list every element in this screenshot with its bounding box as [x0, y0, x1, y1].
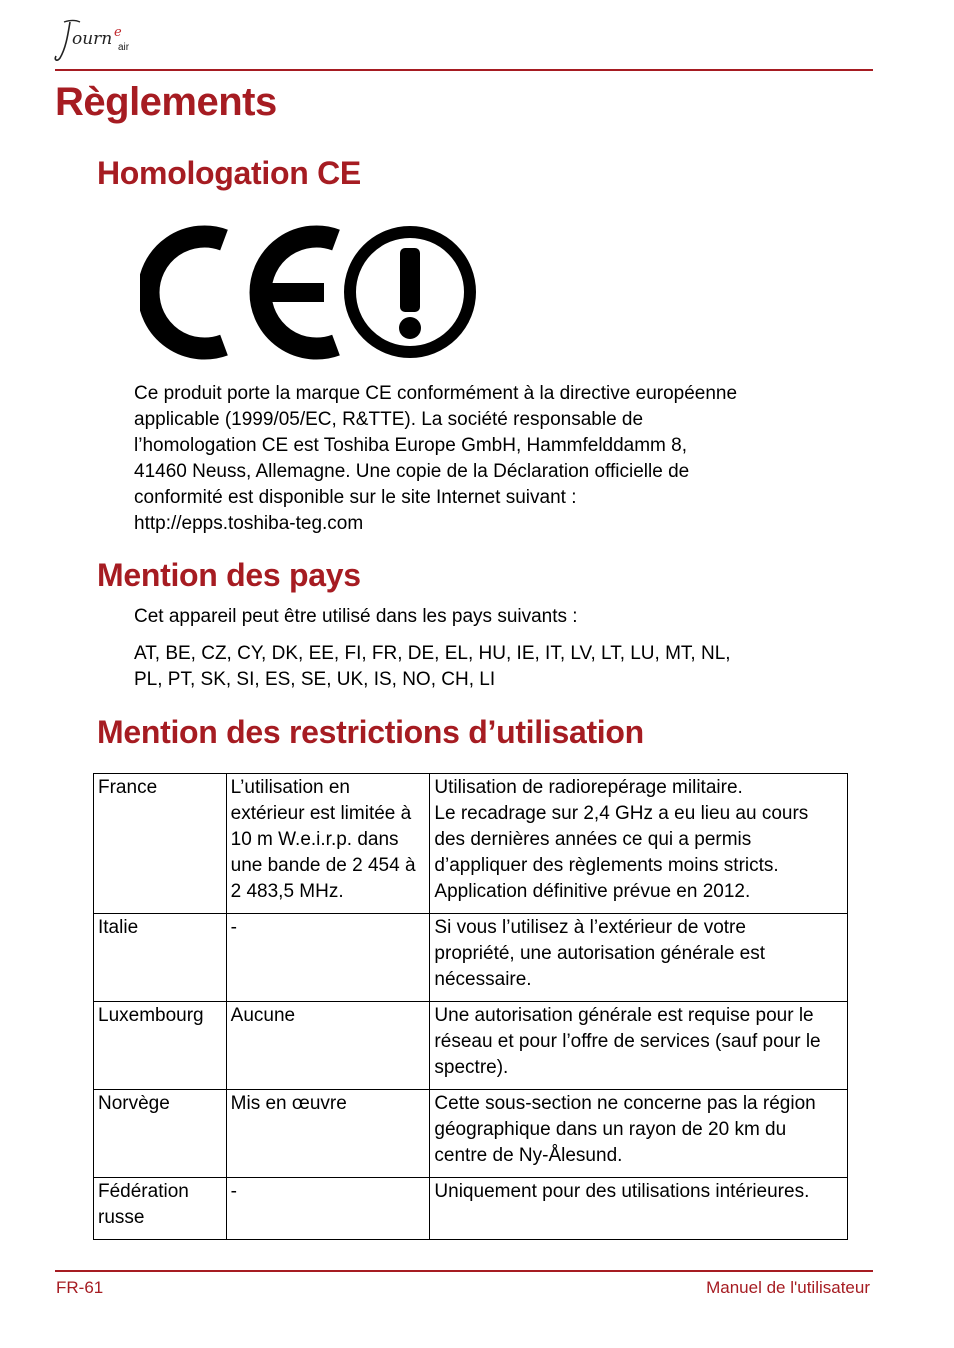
reason-cell — [430, 914, 848, 1002]
cell-line: - — [230, 1181, 237, 1202]
cell-line: Aucune — [230, 1005, 296, 1026]
country-cell — [94, 1090, 227, 1178]
country-cell — [94, 1002, 227, 1090]
restriction-cell — [226, 774, 430, 914]
svg-text:air: air — [118, 42, 130, 53]
cell-line: géographique dans un rayon de 20 km du — [434, 1119, 787, 1140]
reason-cell — [430, 1178, 848, 1240]
cell-line: Luxembourg — [98, 1005, 204, 1026]
footer-rule — [55, 1270, 873, 1272]
cell-line: Si vous l’utilisez à l’extérieur de votre — [434, 917, 746, 938]
ce-text-line: conformité est disponible sur le site Internet suivant : — [134, 487, 577, 508]
cell-line: d’appliquer des règlements moins stricts. — [434, 855, 779, 876]
cell-line: russe — [98, 1207, 145, 1228]
svg-text:ourn: ourn — [72, 29, 113, 49]
countries-list-line: AT, BE, CZ, CY, DK, EE, FI, FR, DE, EL, HU, IE, IT, LV, LT, LU, MT, NL, — [134, 643, 731, 664]
cell-line: centre de Ny-Ålesund. — [434, 1145, 623, 1166]
countries-intro — [134, 604, 854, 630]
cell-line: extérieur est limitée à — [230, 803, 412, 824]
ce-text-line: applicable (1999/05/EC, R&TTE). La société responsable de — [134, 409, 644, 430]
table-row — [94, 1002, 848, 1090]
ce-alert-mark-icon — [140, 220, 480, 365]
table-row — [94, 774, 848, 914]
restrictions-table — [93, 773, 848, 1240]
section-heading-restrictions: Mention des restrictions d’utilisation — [97, 714, 644, 750]
cell-line: une bande de 2 454 à — [230, 855, 416, 876]
cell-line: propriété, une autorisation générale est — [434, 943, 766, 964]
cell-line: Italie — [98, 917, 139, 938]
countries-list — [134, 641, 854, 693]
header-rule — [55, 69, 873, 71]
restriction-cell — [226, 1178, 430, 1240]
ce-text-line: 41460 Neuss, Allemagne. Une copie de la Déclaration officielle de — [134, 461, 690, 482]
ce-text-line: l’homologation CE est Toshiba Europe GmbH, Hammfelddamm 8, — [134, 435, 688, 456]
cell-line: - — [230, 917, 237, 938]
cell-line: Fédération — [98, 1181, 189, 1202]
section-heading-ce: Homologation CE — [97, 155, 361, 191]
cell-line: L’utilisation en — [230, 777, 351, 798]
country-cell — [94, 914, 227, 1002]
table-row — [94, 1178, 848, 1240]
cell-line: Uniquement pour des utilisations intérieures. — [434, 1181, 810, 1202]
cell-line: des dernières années ce qui a permis — [434, 829, 752, 850]
section-heading-countries: Mention des pays — [97, 557, 361, 593]
cell-line: nécessaire. — [434, 969, 532, 990]
table-row — [94, 914, 848, 1002]
ce-text-line: Ce produit porte la marque CE conformément à la directive européenne — [134, 383, 738, 404]
cell-line: Norvège — [98, 1093, 170, 1114]
countries-intro-text: Cet appareil peut être utilisé dans les pays suivants : — [134, 606, 578, 627]
cell-line: Le recadrage sur 2,4 GHz a eu lieu au cours — [434, 803, 809, 824]
cell-line: Mis en œuvre — [230, 1093, 347, 1114]
page-title: Règlements — [55, 80, 277, 124]
reason-cell — [430, 1090, 848, 1178]
cell-line: réseau et pour l’offre de services (sauf pour le — [434, 1031, 821, 1052]
ce-paragraph — [134, 381, 854, 537]
cell-line: 2 483,5 MHz. — [230, 881, 344, 902]
restriction-cell — [226, 1090, 430, 1178]
journe-air-logo — [52, 14, 142, 66]
restriction-cell — [226, 1002, 430, 1090]
country-cell — [94, 1178, 227, 1240]
ce-url-line: http://epps.toshiba-teg.com — [134, 513, 364, 534]
cell-line: Application définitive prévue en 2012. — [434, 881, 751, 902]
page-number: FR-61 — [56, 1278, 104, 1297]
svg-text:e: e — [114, 25, 122, 40]
reason-cell — [430, 774, 848, 914]
table-row — [94, 1090, 848, 1178]
countries-list-line: PL, PT, SK, SI, ES, SE, UK, IS, NO, CH, LI — [134, 669, 496, 690]
reason-cell — [430, 1002, 848, 1090]
cell-line: Cette sous-section ne concerne pas la région — [434, 1093, 816, 1114]
cell-line: Une autorisation générale est requise pour le — [434, 1005, 814, 1026]
restriction-cell — [226, 914, 430, 1002]
cell-line: spectre). — [434, 1057, 509, 1078]
cell-line: Utilisation de radiorepérage militaire. — [434, 777, 743, 798]
cell-line: 10 m W.e.i.r.p. dans — [230, 829, 399, 850]
country-cell — [94, 774, 227, 914]
manual-title: Manuel de l'utilisateur — [706, 1278, 870, 1297]
cell-line: France — [98, 777, 158, 798]
